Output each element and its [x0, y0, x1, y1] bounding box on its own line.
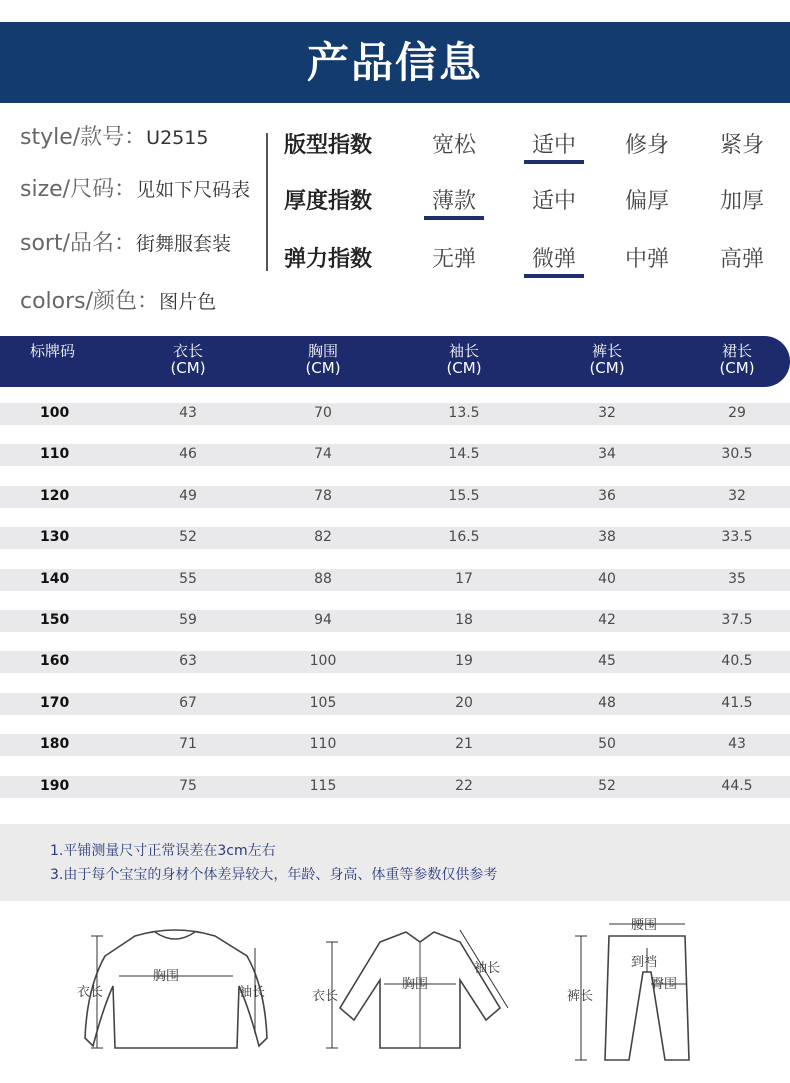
- table-row: [0, 734, 790, 756]
- table-cell: 38: [598, 529, 616, 545]
- notes-box: [0, 824, 790, 901]
- pants-diagram: [565, 908, 705, 1078]
- info-value: U2515: [146, 127, 209, 149]
- header-sleeve: [429, 343, 499, 377]
- index-title: 厚度指数: [284, 189, 373, 214]
- table-row: [0, 527, 790, 549]
- label-hip: 臀围: [651, 977, 678, 992]
- table-cell: 43: [728, 736, 746, 752]
- info-value: 见如下尺码表: [136, 179, 251, 201]
- table-cell-size: 140: [40, 571, 70, 587]
- table-cell: 52: [598, 778, 616, 794]
- table-cell: 105: [309, 695, 337, 711]
- table-cell: 63: [179, 653, 197, 669]
- table-cell: 49: [179, 488, 197, 504]
- size-table-header: [0, 336, 790, 387]
- label-chest: 胸围: [153, 969, 180, 984]
- label-sleeve: 袖长: [239, 985, 266, 1000]
- table-cell: 67: [179, 695, 197, 711]
- table-cell: 32: [598, 405, 616, 421]
- table-cell: 44.5: [721, 778, 753, 794]
- table-cell-size: 190: [40, 778, 70, 794]
- table-cell: 100: [309, 653, 337, 669]
- index-option: 紧身: [719, 133, 764, 158]
- table-cell-size: 170: [40, 695, 70, 711]
- index-title: 版型指数: [284, 133, 373, 158]
- table-cell: 35: [728, 571, 746, 587]
- table-cell: 18: [455, 612, 473, 628]
- table-cell: 21: [455, 736, 473, 752]
- table-cell-size: 150: [40, 612, 70, 628]
- table-cell: 52: [179, 529, 197, 545]
- label-waist: 腰围: [631, 918, 658, 933]
- label-length: 衣长: [312, 989, 339, 1004]
- table-cell: 50: [598, 736, 616, 752]
- info-size: [20, 172, 250, 203]
- table-cell-size: 110: [40, 446, 70, 462]
- table-cell: 17: [455, 571, 473, 587]
- page-title: 产品信息: [306, 38, 483, 87]
- index-option-selected: 适中: [524, 128, 584, 164]
- label-length: 衣长: [77, 985, 104, 1000]
- index-option: 加厚: [719, 189, 764, 214]
- table-cell: 19: [455, 653, 473, 669]
- index-option: 中弹: [624, 247, 669, 272]
- table-cell: 22: [455, 778, 473, 794]
- table-cell-size: 180: [40, 736, 70, 752]
- table-cell: 115: [309, 778, 337, 794]
- table-cell: 16.5: [448, 529, 480, 545]
- table-cell: 88: [314, 571, 332, 587]
- table-cell: 78: [314, 488, 332, 504]
- table-row: [0, 486, 790, 508]
- header-line: 袖长: [448, 342, 479, 360]
- index-option: 无弹: [431, 247, 476, 272]
- info-sort: [20, 226, 231, 257]
- header-unit: (CM): [589, 359, 625, 377]
- index-option: 偏厚: [624, 189, 669, 214]
- info-style: [20, 120, 208, 151]
- note-line: 3.由于每个宝宝的身材个体差异较大，年龄、身高、体重等参数仅供参考: [50, 867, 498, 883]
- table-cell: 71: [179, 736, 197, 752]
- table-cell: 43: [179, 405, 197, 421]
- table-row: [0, 569, 790, 591]
- table-cell: 74: [314, 446, 332, 462]
- header-line: 裙长: [721, 342, 752, 360]
- table-cell: 41.5: [721, 695, 753, 711]
- table-cell: 40: [598, 571, 616, 587]
- table-cell: 46: [179, 446, 197, 462]
- table-row: [0, 693, 790, 715]
- info-value: 街舞服套装: [136, 233, 232, 255]
- table-cell: 14.5: [448, 446, 480, 462]
- table-cell: 110: [309, 736, 337, 752]
- table-cell: 45: [598, 653, 616, 669]
- label-chest: 胸围: [402, 977, 429, 992]
- table-cell: 15.5: [448, 488, 480, 504]
- header-line: 裤长: [591, 342, 622, 360]
- header-skirt-length: [702, 343, 772, 377]
- header-line: 衣长: [172, 342, 203, 360]
- table-row: [0, 610, 790, 632]
- header-unit: (CM): [719, 359, 755, 377]
- table-row: [0, 403, 790, 425]
- info-key: size/尺码：: [20, 177, 137, 202]
- index-option-selected: 薄款: [424, 184, 484, 220]
- table-cell-size: 160: [40, 653, 70, 669]
- label-crotch: 到裆: [631, 955, 658, 970]
- label-pants-length: 裤长: [567, 989, 594, 1004]
- header-length: [153, 343, 223, 377]
- index-option: 修身: [624, 133, 669, 158]
- label-sleeve: 袖长: [474, 961, 501, 976]
- header-line: 标牌码: [30, 342, 76, 360]
- table-cell: 42: [598, 612, 616, 628]
- table-cell: 55: [179, 571, 197, 587]
- table-cell: 29: [728, 405, 746, 421]
- table-cell: 40.5: [721, 653, 753, 669]
- header-tag-size: [30, 343, 100, 360]
- header-line: 胸围: [307, 342, 338, 360]
- shirt-diagram: [310, 908, 530, 1078]
- page-title-banner: [0, 22, 790, 103]
- header-pants-length: [572, 343, 642, 377]
- header-unit: (CM): [446, 359, 482, 377]
- index-option-selected: 微弹: [524, 242, 584, 278]
- table-cell: 34: [598, 446, 616, 462]
- table-row: [0, 776, 790, 798]
- info-value: 图片色: [159, 291, 217, 313]
- table-row: [0, 651, 790, 673]
- table-cell: 70: [314, 405, 332, 421]
- sweater-diagram: [75, 908, 275, 1078]
- info-divider: [266, 133, 268, 271]
- table-cell-size: 100: [40, 405, 70, 421]
- table-cell: 20: [455, 695, 473, 711]
- table-cell: 48: [598, 695, 616, 711]
- table-cell: 30.5: [721, 446, 753, 462]
- table-cell: 82: [314, 529, 332, 545]
- table-cell-size: 120: [40, 488, 70, 504]
- table-row: [0, 444, 790, 466]
- table-cell-size: 130: [40, 529, 70, 545]
- index-option: 宽松: [431, 133, 476, 158]
- table-cell: 33.5: [721, 529, 753, 545]
- table-cell: 59: [179, 612, 197, 628]
- table-cell: 37.5: [721, 612, 753, 628]
- table-cell: 13.5: [448, 405, 480, 421]
- index-title: 弹力指数: [284, 247, 373, 272]
- table-cell: 32: [728, 488, 746, 504]
- info-key: colors/颜色：: [20, 289, 160, 314]
- table-cell: 36: [598, 488, 616, 504]
- info-colors: [20, 284, 216, 315]
- index-option: 适中: [531, 189, 576, 214]
- header-unit: (CM): [170, 359, 206, 377]
- note-line: 1.平铺测量尺寸正常误差在3cm左右: [50, 843, 276, 859]
- index-option: 高弹: [719, 247, 764, 272]
- table-cell: 75: [179, 778, 197, 794]
- info-key: style/款号：: [20, 125, 147, 150]
- info-key: sort/品名：: [20, 231, 137, 256]
- table-cell: 94: [314, 612, 332, 628]
- header-chest: [288, 343, 358, 377]
- header-unit: (CM): [305, 359, 341, 377]
